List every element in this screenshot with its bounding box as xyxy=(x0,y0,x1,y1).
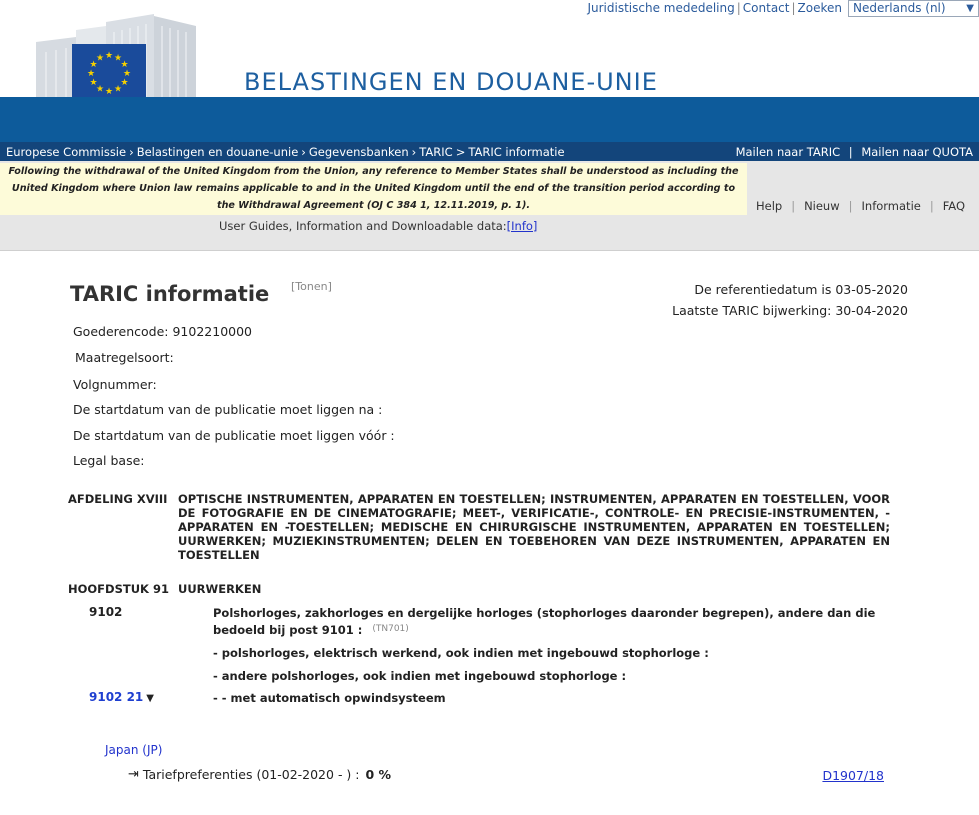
pub-start-after-label: De startdatum van de publicatie moet liggen na : xyxy=(73,402,383,417)
subheading-line-1: - polshorloges, elektrisch werkend, ook indien met ingebouwd stophorloge : xyxy=(213,646,709,660)
section-description: OPTISCHE INSTRUMENTEN, APPARATEN EN TOESTELLEN; INSTRUMENTEN, APPARATEN EN TOESTELLEN, VOOR DE FOTOGRAFIE EN DE CINEMATOGRAFIE; MEET-, VERIFICATIE-, CONTROLE- EN PRECISIE-INSTRUMENTEN, -APPARATEN EN -TOESTELLEN; MEDISCHE EN CHIRURGISCHE INSTRUMENTEN, APPARATEN EN TOESTELLEN; UURWERKEN; MUZIEKINSTRUMENTEN; DELEN EN TOEBEHOREN VAN DEZE INSTRUMENTEN, APPARATEN EN TOESTELLEN xyxy=(178,492,890,562)
breadcrumb-item-taxation-customs[interactable]: Belastingen en douane-unie xyxy=(136,144,299,159)
svg-text:★: ★ xyxy=(95,53,105,64)
breadcrumb-item-european-commission[interactable]: Europese Commissie xyxy=(6,144,127,159)
breadcrumb-chevron-icon: › xyxy=(411,144,417,159)
svg-text:★: ★ xyxy=(113,53,123,64)
chevron-down-icon: ▼ xyxy=(966,2,974,14)
goods-code-label: Goederencode: xyxy=(73,324,169,339)
help-nav xyxy=(756,199,965,213)
svg-text:★: ★ xyxy=(122,69,132,79)
chapter-description: UURWERKEN xyxy=(178,582,262,596)
information-link[interactable]: Informatie xyxy=(861,199,921,213)
subheading-description: - - met automatisch opwindsysteem xyxy=(213,691,446,705)
pub-start-before-label: De startdatum van de publicatie moet liggen vóór : xyxy=(73,428,395,443)
svg-text:★: ★ xyxy=(89,78,98,88)
breadcrumb-chevron-icon: > xyxy=(455,144,466,159)
svg-text:★: ★ xyxy=(86,69,96,79)
language-select[interactable] xyxy=(848,0,979,17)
help-link[interactable]: Help xyxy=(755,199,783,213)
svg-text:★: ★ xyxy=(104,87,114,97)
chapter-row xyxy=(68,582,261,596)
faq-link[interactable]: FAQ xyxy=(942,199,965,213)
separator: | xyxy=(929,199,934,213)
heading-code: 9102 xyxy=(89,605,123,619)
breadcrumb-bar xyxy=(0,142,979,161)
breadcrumb-item-taric-info: TARIC informatie xyxy=(468,144,565,159)
svg-text:★: ★ xyxy=(95,84,105,95)
breadcrumb-chevron-icon: › xyxy=(129,144,134,159)
user-guides xyxy=(219,219,537,233)
last-update: Laatste TARIC bijwerking: 30-04-2020 xyxy=(672,303,908,318)
svg-text:★: ★ xyxy=(89,60,98,70)
mail-quota-link[interactable]: Mailen naar QUOTA xyxy=(861,144,973,159)
separator: | xyxy=(791,1,796,15)
separator: | xyxy=(848,144,853,159)
separator: | xyxy=(848,199,853,213)
separator: | xyxy=(736,1,741,15)
breadcrumb-item-databases[interactable]: Gegevensbanken xyxy=(308,144,409,159)
legal-notice-link[interactable]: Juridistische mededeling xyxy=(587,1,735,15)
search-link[interactable]: Zoeken xyxy=(797,1,842,15)
user-guides-text: User Guides, Information and Downloadable data: xyxy=(219,219,507,233)
new-link[interactable]: Nieuw xyxy=(804,199,840,213)
breadcrumb-chevron-icon: › xyxy=(301,144,306,159)
svg-text:★: ★ xyxy=(113,84,123,95)
svg-text:★: ★ xyxy=(120,60,129,70)
main-content xyxy=(0,252,979,815)
measure-type-label: Maatregelsoort: xyxy=(75,350,174,365)
separator: | xyxy=(791,199,796,213)
subheading-line-2: - andere polshorloges, ook indien met ingebouwd stophorloge : xyxy=(213,669,627,683)
goods-code-field xyxy=(73,324,252,339)
header-band xyxy=(0,97,979,142)
tariff-rate: 0 % xyxy=(365,767,392,782)
show-toggle-link[interactable]: [Tonen] xyxy=(291,280,332,293)
breadcrumb-item-taric[interactable]: TARIC xyxy=(419,144,453,159)
svg-text:★: ★ xyxy=(104,51,114,61)
sequence-label: Volgnummer: xyxy=(73,377,157,392)
tariff-preference-row xyxy=(128,767,391,782)
language-select-value: Nederlands (nl) xyxy=(853,1,946,15)
heading-description xyxy=(213,605,893,638)
country-link[interactable]: Japan (JP) xyxy=(105,743,163,757)
reference-dates xyxy=(672,279,908,321)
chapter-code: HOOFDSTUK 91 xyxy=(68,582,169,596)
info-link[interactable]: [Info] xyxy=(506,219,538,233)
brexit-notice: Following the withdrawal of the United Kingdom from the Union, any reference to Member States shall be understood as including the United Kingdom where Union law remains applicable to and in the United Kingdom until the end of the transition period according to the Withdrawal Agreement (OJ C 384 1, 12.11.2019, p. 1). xyxy=(0,163,747,215)
tn-reference-link[interactable]: (TN701) xyxy=(372,624,409,634)
site-title: BELASTINGEN EN DOUANE-UNIE xyxy=(244,68,658,96)
svg-text:★: ★ xyxy=(120,78,129,88)
mail-taric-link[interactable]: Mailen naar TARIC xyxy=(735,144,841,159)
section-code: AFDELING XVIII xyxy=(68,492,168,506)
heading-description-text: Polshorloges, zakhorloges en dergelijke horloges (stophorloges daaronder begrepen), andere dan die bedoeld bij post 9101 : xyxy=(213,606,876,637)
tariff-label: Tariefpreferenties (01-02-2020 - ) : xyxy=(142,767,360,782)
top-links xyxy=(587,0,979,16)
goods-code-value: 9102210000 xyxy=(172,324,253,339)
regulation-link[interactable]: D1907/18 xyxy=(822,768,884,783)
subheading-code-text: 9102 21 xyxy=(89,690,144,704)
legal-base-label: Legal base: xyxy=(73,453,145,468)
page-title: TARIC informatie xyxy=(70,282,270,306)
arrow-to-bar-icon: ⇥ xyxy=(128,767,139,782)
caret-down-icon: ▼ xyxy=(146,693,154,704)
contact-link[interactable]: Contact xyxy=(742,1,790,15)
mail-links xyxy=(736,145,973,159)
subheading-code[interactable] xyxy=(89,690,154,704)
section-row xyxy=(68,492,890,562)
site-header xyxy=(0,0,979,140)
breadcrumb xyxy=(6,145,565,159)
reference-date: De referentiedatum is 03-05-2020 xyxy=(694,282,908,297)
